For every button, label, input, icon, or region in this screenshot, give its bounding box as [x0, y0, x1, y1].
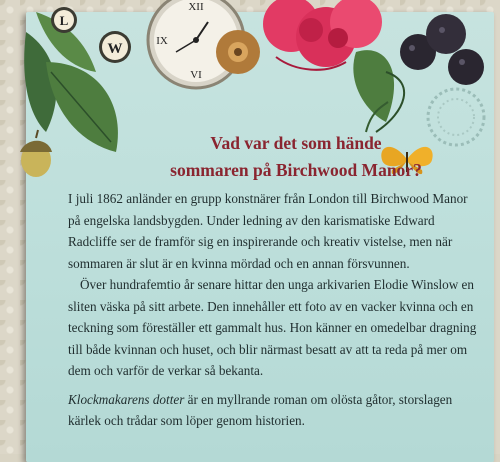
- svg-text:W: W: [107, 41, 123, 57]
- blackberries: [400, 14, 484, 85]
- typewriter-key-w: [99, 31, 131, 63]
- headline-line-2: sommaren på Birchwood Manor?: [170, 160, 422, 180]
- book-title: Klockmakarens dotter: [68, 391, 185, 407]
- blurb-closing: [68, 389, 480, 432]
- blurb-closing-text: är en myllrande roman om olösta gåtor, storslagen kärlek och trådar som löper genom historien.: [68, 391, 453, 428]
- blurb-paragraph-2: Över hundrafemtio år senare hittar den unga arkivarien Elodie Winslow en sliten väska på sitt arbete. Den innehåller ett foto av en vacker kvinna och en teckning som föreställer ett gammalt hus. Hon känner en omedelbar dragning till både kvinnan och huset, och blir närmast besatt av att ta reda på mer om dem och varför de verkar så bekanta.: [68, 277, 477, 378]
- svg-text:IX: IX: [156, 35, 168, 47]
- svg-text:XII: XII: [188, 1, 204, 13]
- book-back-cover: [26, 1, 494, 462]
- typewriter-key-l: [51, 7, 77, 33]
- svg-text:VI: VI: [190, 69, 202, 81]
- gear-icon: [216, 30, 260, 74]
- headline: [146, 130, 446, 184]
- blurb-paragraph-1: I juli 1862 anländer en grupp konstnärer från London till Birchwood Manor på engelska landsbygden. Under ledning av den karismatiske Edward Radcliffe ser de framför sig en inspirerande och kreativ vistelse, men när sommaren är slut är en kvinna mördad och en annan försvunnen.: [68, 191, 468, 271]
- leaves-right: [353, 50, 404, 132]
- headline-line-1: Vad var det som hände: [210, 133, 382, 153]
- blurb: [68, 188, 480, 432]
- svg-text:L: L: [59, 13, 69, 28]
